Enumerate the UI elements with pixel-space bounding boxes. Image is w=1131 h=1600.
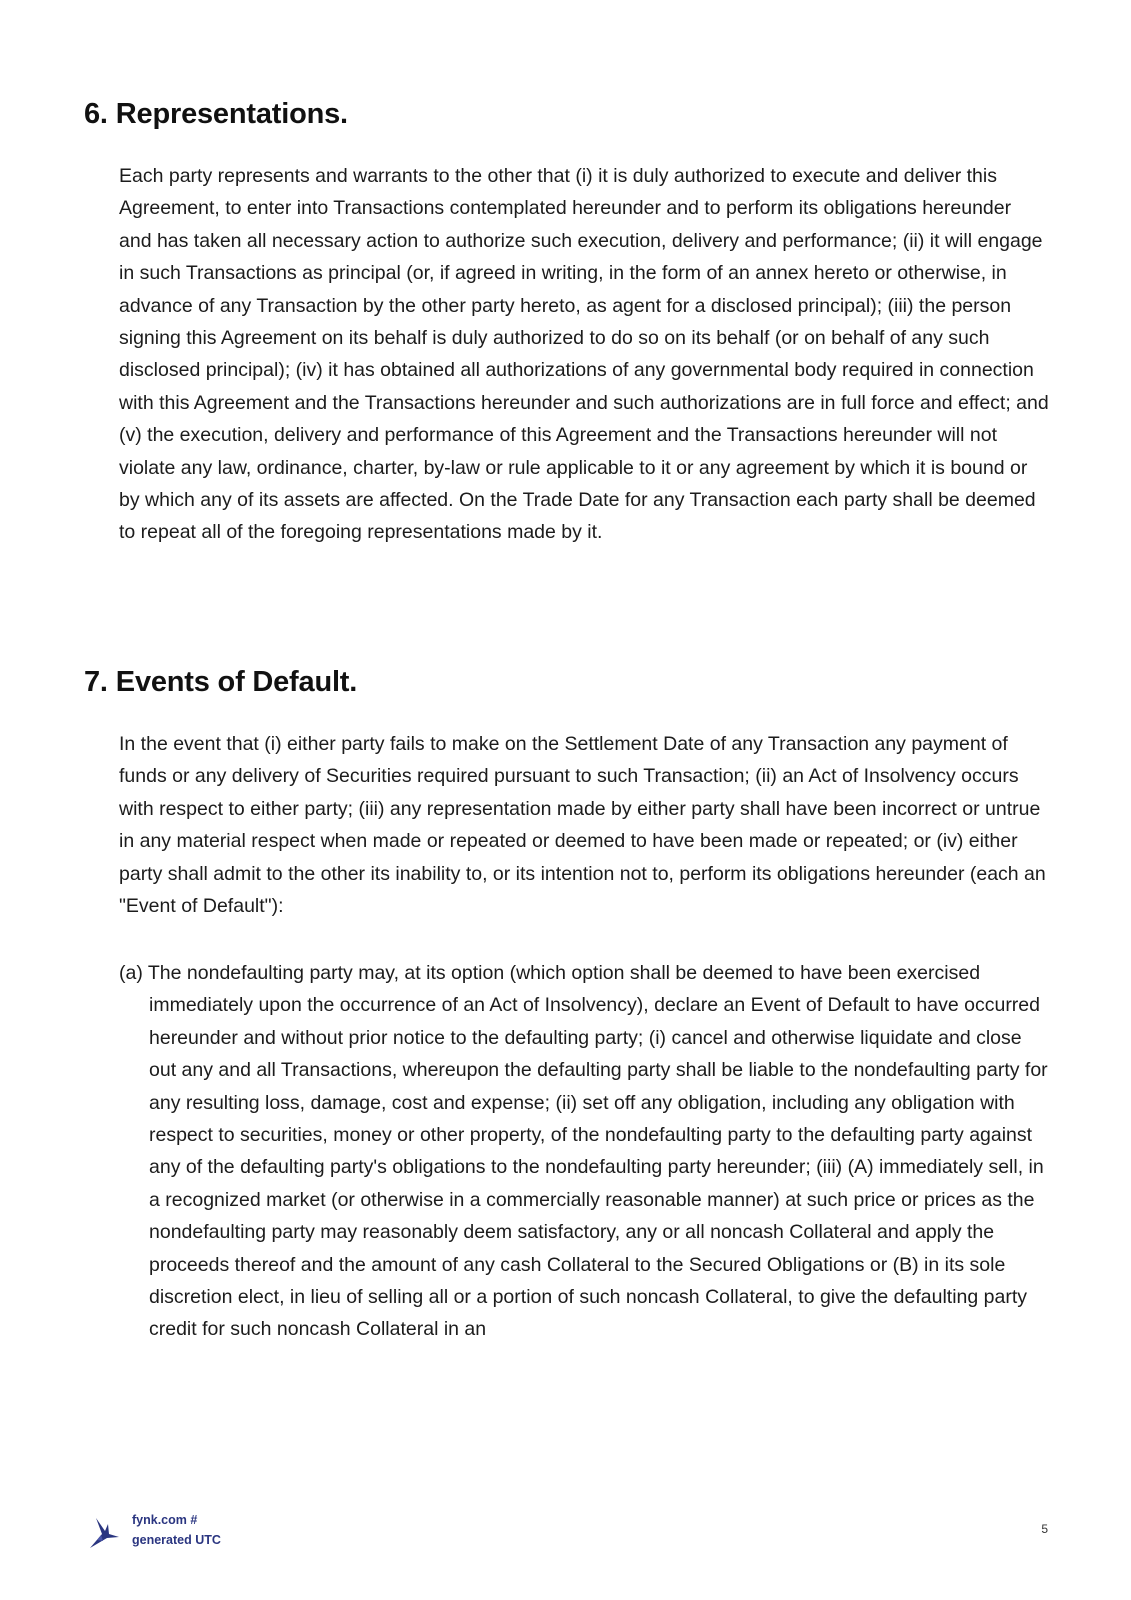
- events-of-default-paragraph: In the event that (i) either party fails to make on the Settlement Date of any Transaction any payment of funds or any delivery of Securities required pursuant to such Transaction; (ii) an Act of Insolvency occurs with respect to either party; (iii) any representation made by either party shall have been incorrect or untrue in any material respect when made or repeated or deemed to have been made or repeated; or (iv) either party shall admit to the other its inability to, or its intention not to, perform its obligations hereunder (each an "Event of Default"):: [119, 733, 1046, 918]
- page-number: 5: [1041, 1522, 1048, 1536]
- fynk-bird-logo-icon: [88, 1514, 122, 1550]
- section-title: Representations.: [115, 98, 348, 130]
- section-title: Events of Default.: [115, 666, 358, 698]
- section-number: 7.: [84, 666, 108, 698]
- section-number: 6.: [84, 98, 108, 130]
- list-item-a: (a) The nondefaulting party may, at its option (which option shall be deemed to have been exercised immediately upon the occurrence of an Act of Insolvency), declare an Event of Default to have occurred hereunder and without prior notice to the defaulting party; (i) cancel and otherwise liquidate and close out any and all Transactions, whereupon the defaulting party shall be liable to the nondefaulting party for any resulting loss, damage, cost and expense; (ii) set off any obligation, including any obligation with respect to securities, money or other property, of the nondefaulting party to the defaulting party against any of the defaulting party's obligations to the nondefaulting party hereunder; (iii) (A) immediately sell, in a recognized market (or otherwise in a commercially reasonable manner) at such price or prices as the nondefaulting party may reasonably deem satisfactory, any or all noncash Collateral and apply the proceeds thereof and the amount of any cash Collateral to the Secured Obligations or (B) in its sole discretion elect, in lieu of selling all or a portion of such noncash Collateral, to give the defaulting party credit for such noncash Collateral in an: [119, 962, 1048, 1341]
- page-footer: [88, 1508, 1048, 1554]
- footer-generated-line: generated UTC: [132, 1533, 221, 1547]
- footer-text: [132, 1510, 221, 1550]
- footer-brand-line: fynk.com #: [132, 1513, 198, 1527]
- section-heading-events-of-default: [84, 666, 357, 699]
- section-heading-representations: [84, 98, 348, 131]
- representations-paragraph: Each party represents and warrants to the other that (i) it is duly authorized to execute and deliver this Agreement, to enter into Transactions contemplated hereunder and to perform its obligations hereunder and has taken all necessary action to authorize such execution, delivery and performance; (ii) it will engage in such Transactions as principal (or, if agreed in writing, in the form of an annex hereto or otherwise, in advance of any Transaction by the other party hereto, as agent for a disclosed principal); (iii) the person signing this Agreement on its behalf is duly authorized to do so on its behalf (or on behalf of any such disclosed principal); (iv) it has obtained all authorizations of any governmental body required in connection with this Agreement and the Transactions hereunder and such authorizations are in full force and effect; and (v) the execution, delivery and performance of this Agreement and the Transactions hereunder will not violate any law, ordinance, charter, by-law or rule applicable to it or any agreement by which it is bound or by which any of its assets are affected. On the Trade Date for any Transaction each party shall be deemed to repeat all of the foregoing representations made by it.: [119, 165, 1049, 544]
